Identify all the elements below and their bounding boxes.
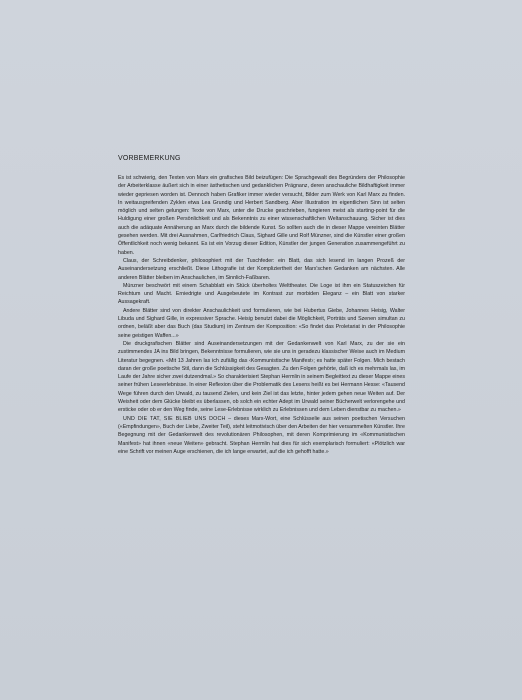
document-heading: VORBEMERKUNG — [118, 155, 181, 162]
paragraph-1: Es ist schwierig, den Texten von Marx ein grafisches Bild beizufügen: Die Sprachgewalt des Begründers der Philosophie der Arbeiterklasse äußert sich in einer ästhetischen und gedanklichen Prägnanz, deren anschauliche Bildhaftigkeit immer wieder gepriesen worden ist. Dennoch haben Grafiker immer wieder versucht, Bilder zum Werk von Karl Marx zu finden. In weitausgreifenden Zyklen etwa Lea Grundig und Herbert Sandberg. Aber Illustration im eigentlichen Sinn ist selten möglich und selten gelungen: Texte von Marx, unter die Drucke geschrieben, fungieren meist als starting-point für die Huldigung einer großen Persönlichkeit und als Bekenntnis zu einer wissenschaftlichen Weltanschauung. Sicher ist dies auch die adäquate Annäherung an Marx durch die bildende Kunst. So sollten auch die in dieser Mappe vereinten Blätter gesehen werden. Mit drei Ausnahmen, Carlfriedrich Claus, Sighard Gille und Rolf Münzner, sind die Künstler einer großen Öffentlichkeit noch wenig bekannt. Es ist ein Vorzug dieser Edition, Künstler der jungen Generation zusammengeführt zu haben. — [118, 175, 405, 256]
paragraph-5: Die druckgrafischen Blätter sind Auseinandersetzungen mit der Gedankenwelt von Karl Marx, zu der sie ein zustimmendes JA ins Bild bringen, Bekenntnisse formulieren, wie sie uns in geradezu klassischer Weise auch im Medium Literatur begegnen. «Mit 13 Jahren las ich zufällig das ‹Kommunistische Manifest›; es hatte später Folgen. Mich bestach daran der große poetische Stil, dann die Schlüssigkeit des Gesagten. Zu den Folgen gehörte, daß ich es mehrmals las, im Laufe der Jahre sicher zwei dutzendmal.» So charakterisiert Stephan Hermlin in seinem Begleittext zu dieser Mappe eines seiner frühen Leseerlebnisse. In einer Reflexion über die Problematik des Lesens heißt es bei Hermann Hesse: «Tausend Wege führen durch den Urwald, zu tausend Zielen, und kein Ziel ist das letzte, hinter jedem gehen neue Weiten auf. Der Weisheit oder dem Glücke bleibt es überlassen, ob solch ein echter Adept im Urwald seiner Bücherwelt verlorengehe und ersticke oder ob er den Weg finde, seine Lese-Erlebnisse wirklich zu Erlebnissen und dem Leben dienstbar zu machen.» — [118, 340, 405, 414]
paragraph-6 — [118, 415, 405, 456]
paragraph-6-lead: UND DIE TAT, SIE BLIEB UNS DOCH — [123, 415, 226, 422]
document-body — [118, 174, 405, 456]
paragraph-6-rest: – dieses Marx-Wort, eine Schlüsselie aus seinen poetischen Versuchen («Empfindungen», Buch der Liebe, Zweiter Teil), steht leitmotivisch über den Arbeiten der hier versammelten Künstler. Ihre Begegnung mit der Gedankenwelt des revolutionären Philosophen, mit deren Komprimierung im «Kommunistischen Manifest» hat ihnen «neue Weiten» gebracht. Stephan Hermlin hat dies für sich exemplarisch formuliert: «Plötzlich war eine Schrift vor meinen Auge erschienen, die ich lange erwartet, auf die ich gehofft hatte.» — [118, 415, 405, 455]
paragraph-3: Münzner beschwört mit einem Schabblatt ein Stück überholtes Welttheater. Die Loge ist ihm ein Statuszeichen für Reichtum und Macht. Erniedrigte und Ausgebeutete im Kontrast zur morbiden Eleganz – ein Blatt von starker Aussagekraft. — [118, 282, 405, 306]
paragraph-2: Claus, der Schreibdenker, philosophiert mit der Tuschfeder: ein Blatt, das sich lesend im langen Prozeß der Auseinandersetzung erschließt. Diese Lithografie ist der Kompliziertheit der Marx'schen Gedanken am nächsten. Alle anderen Blätter bleiben im Anschaulichen, im Sinnlich-Faßbaren. — [118, 257, 405, 281]
paragraph-4: Andere Blätter sind von direkter Anschaulichkeit und formulieren, wie bei Hubertus Giebe, Johannes Heisig, Walter Libuda und Sighard Gille, in expressiver Sprache. Heisig benutzt dabei die Möglichkeit, Porträts und Szenen simultan zu ordnen, beläßt aber das Buch (das Studium) im Zentrum der Komposition: «So findet das Proletariat in der Philosophie seine geistigen Waffen...» — [118, 307, 405, 339]
